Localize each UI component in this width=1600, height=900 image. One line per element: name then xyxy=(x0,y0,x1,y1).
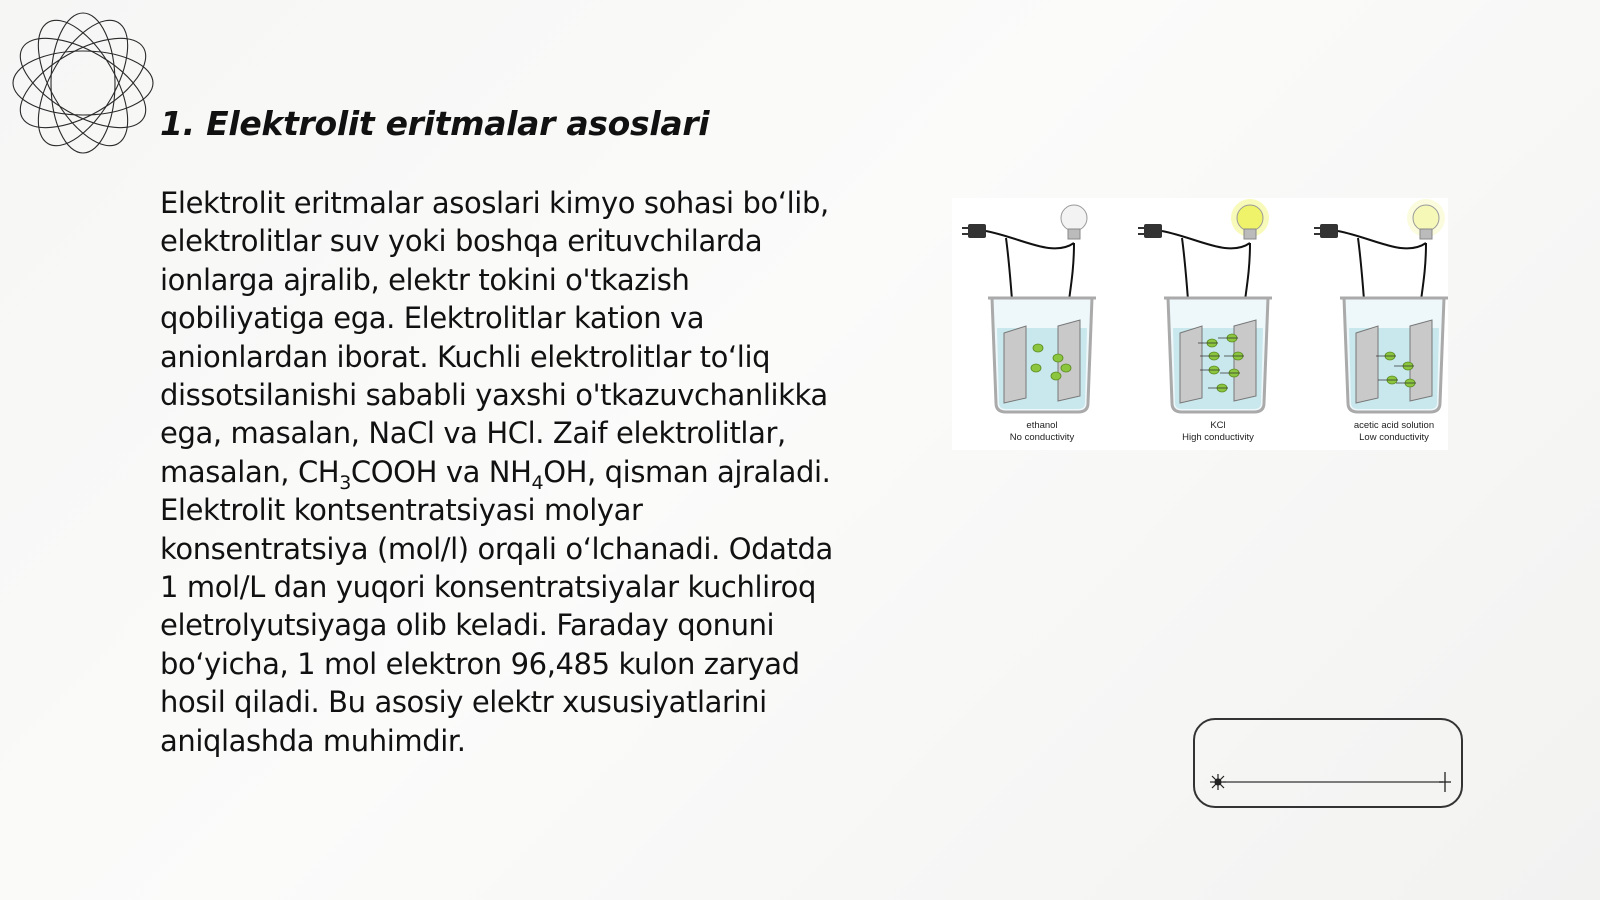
ion-particle xyxy=(1051,372,1061,380)
light-bulb-icon xyxy=(1061,205,1087,231)
anode-plate xyxy=(1004,326,1026,403)
beaker-apparatus xyxy=(1314,199,1448,443)
conductivity-label: No conductivity xyxy=(1009,432,1075,443)
beaker-apparatus xyxy=(962,199,1096,443)
wire xyxy=(986,231,1074,248)
anode-plate xyxy=(1356,326,1378,403)
conductivity-label: High conductivity xyxy=(1182,432,1254,443)
light-bulb-icon xyxy=(1237,205,1263,231)
plug-icon xyxy=(968,224,986,238)
cathode-plate xyxy=(1410,320,1432,401)
conductivity-figure xyxy=(952,198,1448,450)
subscript-text: 3 xyxy=(339,471,351,494)
plug-icon xyxy=(1144,224,1162,238)
paragraph-text: Elektrolit eritmalar asoslari kimyo sohasi bo‘lib, elektrolitlar suv yoki boshqa erituvchilarda ionlarga ajralib, elektr tokini o'tkazish qobiliyatiga ega. Elektrolitlar kation va anionlardan iborat. Kuchli elektrolitlar to‘liq dissotsilanishi sababli yaxshi o'tkazuvchanlikka ega, masalan, NaCl va HCl. Zaif elektrolitlar, masalan, CH xyxy=(160,186,829,489)
beaker-name-label: acetic acid solution xyxy=(1353,420,1435,431)
body-paragraph xyxy=(160,184,850,760)
beaker-name-label: KCl xyxy=(1210,420,1226,431)
anode-plate xyxy=(1180,326,1202,403)
beaker-apparatus xyxy=(1138,199,1272,443)
paragraph-text: COOH va NH xyxy=(350,454,532,489)
conductivity-label: Low conductivity xyxy=(1359,432,1429,443)
ion-particle xyxy=(1031,364,1041,372)
ion-particle xyxy=(1053,354,1063,362)
ion-particle xyxy=(1061,364,1071,372)
subscript-text: 4 xyxy=(531,471,544,494)
wire xyxy=(1338,231,1426,248)
orbital-logo-icon xyxy=(8,8,158,158)
paragraph-text: OH, qisman ajraladi. Elektrolit kontsentratsiyasi molyar konsentratsiya (mol/l) orqali o‘lchanadi. Odatda 1 mol/L dan yuqori konsentratsiyalar kuchliroq eletrolyutsiyaga olib keladi. Faraday qonuni bo‘yicha, 1 mol elektron 96,485 kulon zaryad hosil qiladi. Bu asosiy elektr xususiyatlarini aniqlashda muhimdir. xyxy=(160,454,833,758)
cathode-plate xyxy=(1234,320,1256,401)
slide-title: 1. Elektrolit eritmalar asoslari xyxy=(160,104,710,143)
ion-particle xyxy=(1033,344,1043,352)
wire xyxy=(1162,231,1250,248)
sparkle-icon xyxy=(1439,772,1451,792)
plug-icon xyxy=(1320,224,1338,238)
beaker-name-label: ethanol xyxy=(1026,420,1058,431)
light-bulb-icon xyxy=(1413,205,1439,231)
decorative-frame xyxy=(1193,718,1463,808)
